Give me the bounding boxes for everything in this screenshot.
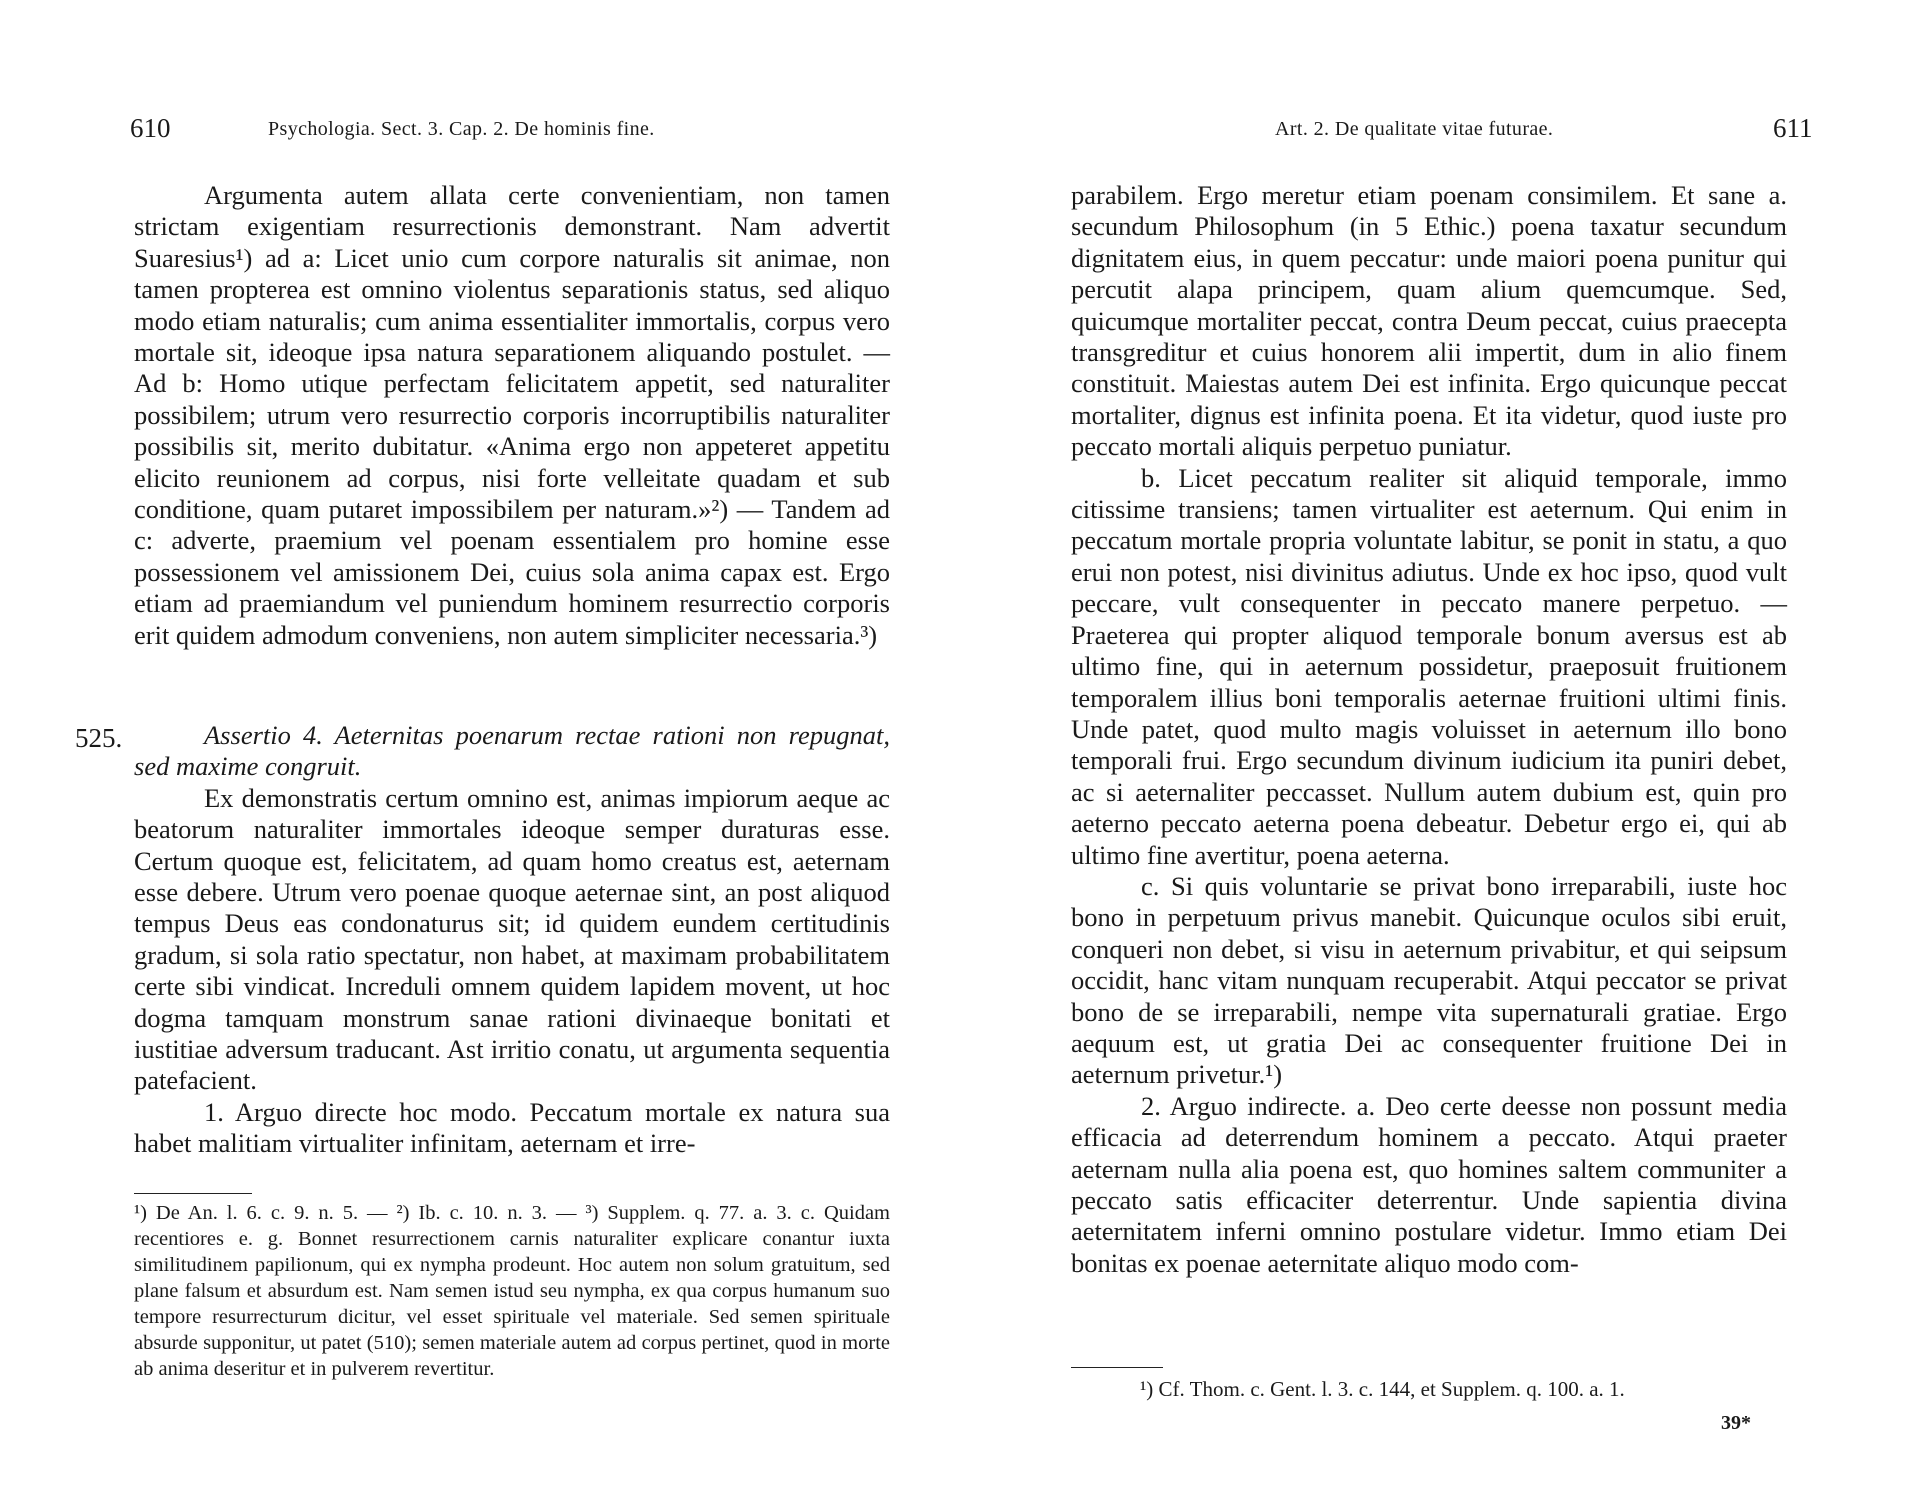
- right-running-head: Art. 2. De qualitate vitae futurae.: [1275, 118, 1554, 140]
- left-folio: 610: [130, 113, 171, 143]
- left-body-block-1: [134, 180, 890, 651]
- section-number: 525.: [75, 723, 123, 753]
- left-paragraph-3: 1. Arguo directe hoc modo. Peccatum mortale ex natura sua habet malitiam virtualiter infinitam, aeternam et irre-: [134, 1096, 890, 1159]
- right-footnote-text: ¹) Cf. Thom. c. Gent. l. 3. c. 144, et Supplem. q. 100. a. 1.: [1140, 1377, 1625, 1401]
- right-footnote-rule: [1071, 1367, 1163, 1368]
- left-body-block-2: [134, 720, 890, 1160]
- assertio-heading: Assertio 4. Aeternitas poenarum rectae rationi non repugnat, sed maxime congruit.: [134, 720, 890, 782]
- left-running-head: Psychologia. Sect. 3. Cap. 2. De hominis fine.: [268, 118, 655, 140]
- left-paragraph-2: Ex demonstratis certum omnino est, animas impiorum aeque ac beatorum naturaliter immortales ideoque semper duraturas esse. Certum quoque est, felicitatem, ad quam homo creatus est, aeternam esse debere. Utrum vero poenae quoque aeternae sint, an post aliquod tempus Deus eas condonaturus sit; id quidem eundem certitudinis gradum, si sola ratio spectatur, non habet, at maximam probabilitatem certe sibi vindicat. Increduli omnem quidem lapidem movent, ut hoc dogma tamquam monstrum sanae rationi divinaeque bonitati et iustitiae adversum traducant. Ast irritio conatu, ut argumenta sequentia patefacient.: [134, 782, 890, 1096]
- right-paragraph-4: 2. Arguo indirecte. a. Deo certe deesse non possunt media efficacia ad deterrendum hominem a peccato. Atqui praeter aeternam nulla alia poena est, quo homines saltem communiter a peccato satis efficaciter deterrentur. Unde sapientia divina aeternitatem inferni omnino postulare videtur. Immo etiam Dei bonitas ex poenae aeternitate aliquo modo com-: [1071, 1090, 1787, 1278]
- signature-mark: 39*: [1721, 1412, 1751, 1434]
- right-page: [955, 0, 1910, 1500]
- right-body-block: [1071, 180, 1787, 1279]
- right-paragraph-2: b. Licet peccatum realiter sit aliquid temporale, immo citissime transiens; tamen virtualiter est aeternum. Qui enim in peccatum mortale propria voluntate labitur, se ponit in statu, a quo erui non potest, nisi divinitus adiutus. Unde ex hoc ipso, quod vult peccare, vult consequenter in peccato manere perpetuo. — Praeterea qui propter aliquod temporale bonum aversus est ab ultimo fine, qui in aeternum possidetur, praeposuit fruitionem temporalem illius boni temporalis aeternae fruitioni ultimi finis. Unde patet, quod multo magis voluisset in aeternum illo bono temporali frui. Ergo secundum divinum iudicium ita puniri debet, ac si aeternaliter peccasset. Nullum autem dubium est, quin pro aeterno peccato aeterna poena debeatur. Debetur ergo ei, qui ab ultimo fine avertitur, poena aeterna.: [1071, 462, 1787, 870]
- left-footnote-rule: [134, 1193, 252, 1194]
- left-footnotes: [134, 1200, 890, 1382]
- left-footnote-text: ¹) De An. l. 6. c. 9. n. 5. — ²) Ib. c. 10. n. 3. — ³) Supplem. q. 77. a. 3. c. Quidam recentiores e. g. Bonnet resurrectionem carnis naturaliter explicare conantur iuxta similitudinem papilionum, qui ex nympha prodeunt. Hoc autem non solum gratuitum, sed plane falsum et absurdum est. Nam semen istud seu nympha, ex qua corpus humanum suo tempore resurrecturum dicitur, vel esset spirituale vel materiale. Sed semen spirituale absurde supponitur, ut patet (510); semen materiale autem ad corpus pertinet, quod in morte ab anima deseritur et in pulverem revertitur.: [134, 1202, 890, 1380]
- right-paragraph-3: c. Si quis voluntarie se privat bono irreparabili, iuste hoc bono in perpetuum privus manebit. Quicunque oculos sibi eruit, conqueri non debet, si visu in aeternum privabitur, et qui seipsum occidit, hanc vitam nunquam recuperabit. Atqui peccator se privat bono de se irreparabili, nempe vita supernaturali gratiae. Ergo aequum est, ut gratia Dei ac consequenter fruitione Dei in aeternum privetur.¹): [1071, 870, 1787, 1090]
- right-paragraph-1: parabilem. Ergo meretur etiam poenam consimilem. Et sane a. secundum Philosophum (in 5 Ethic.) poena taxatur secundum dignitatem eius, in quem peccatur: unde maiori poena punitur qui percutit alapa principem, quam alium quemcumque. Sed, quicumque mortaliter peccat, contra Deum peccat, cuius praecepta transgreditur et cuius honorem alii impertit, dum in alio finem constituit. Maiestas autem Dei est infinita. Ergo quicunque peccat mortaliter, dignus est infinita poena. Et ita videtur, quod iuste pro peccato mortali aliquis perpetuo puniatur.: [1071, 180, 1787, 462]
- right-folio: 611: [1773, 113, 1813, 143]
- right-footnotes: [1140, 1376, 1800, 1402]
- left-paragraph-1: Argumenta autem allata certe convenientiam, non tamen strictam exigentiam resurrectionis demonstrant. Nam advertit Suaresius¹) ad a: Licet unio cum corpore naturalis sit animae, non tamen propterea est omnino violentus separationis status, sed aliquo modo etiam naturalis; cum anima essentialiter immortalis, corpus vero mortale sit, ideoque ipsa natura separationem aliquando postulet. — Ad b: Homo utique perfectam felicitatem appetit, sed naturaliter possibilem; utrum vero resurrectio corporis incorruptibilis naturaliter possibilis sit, merito dubitatur. «Anima ergo non appeteret appetitu elicito reunionem ad corpus, nisi forte velleitate quadam et sub conditione, quam putaret impossibilem per naturam.»²) — Tandem ad c: adverte, praemium vel poenam essentialem pro homine esse possessionem vel amissionem Dei, cuius sola anima capax est. Ergo etiam ad praemiandum vel puniendum hominem resurrectio corporis erit quidem admodum conveniens, non autem simpliciter necessaria.³): [134, 180, 890, 650]
